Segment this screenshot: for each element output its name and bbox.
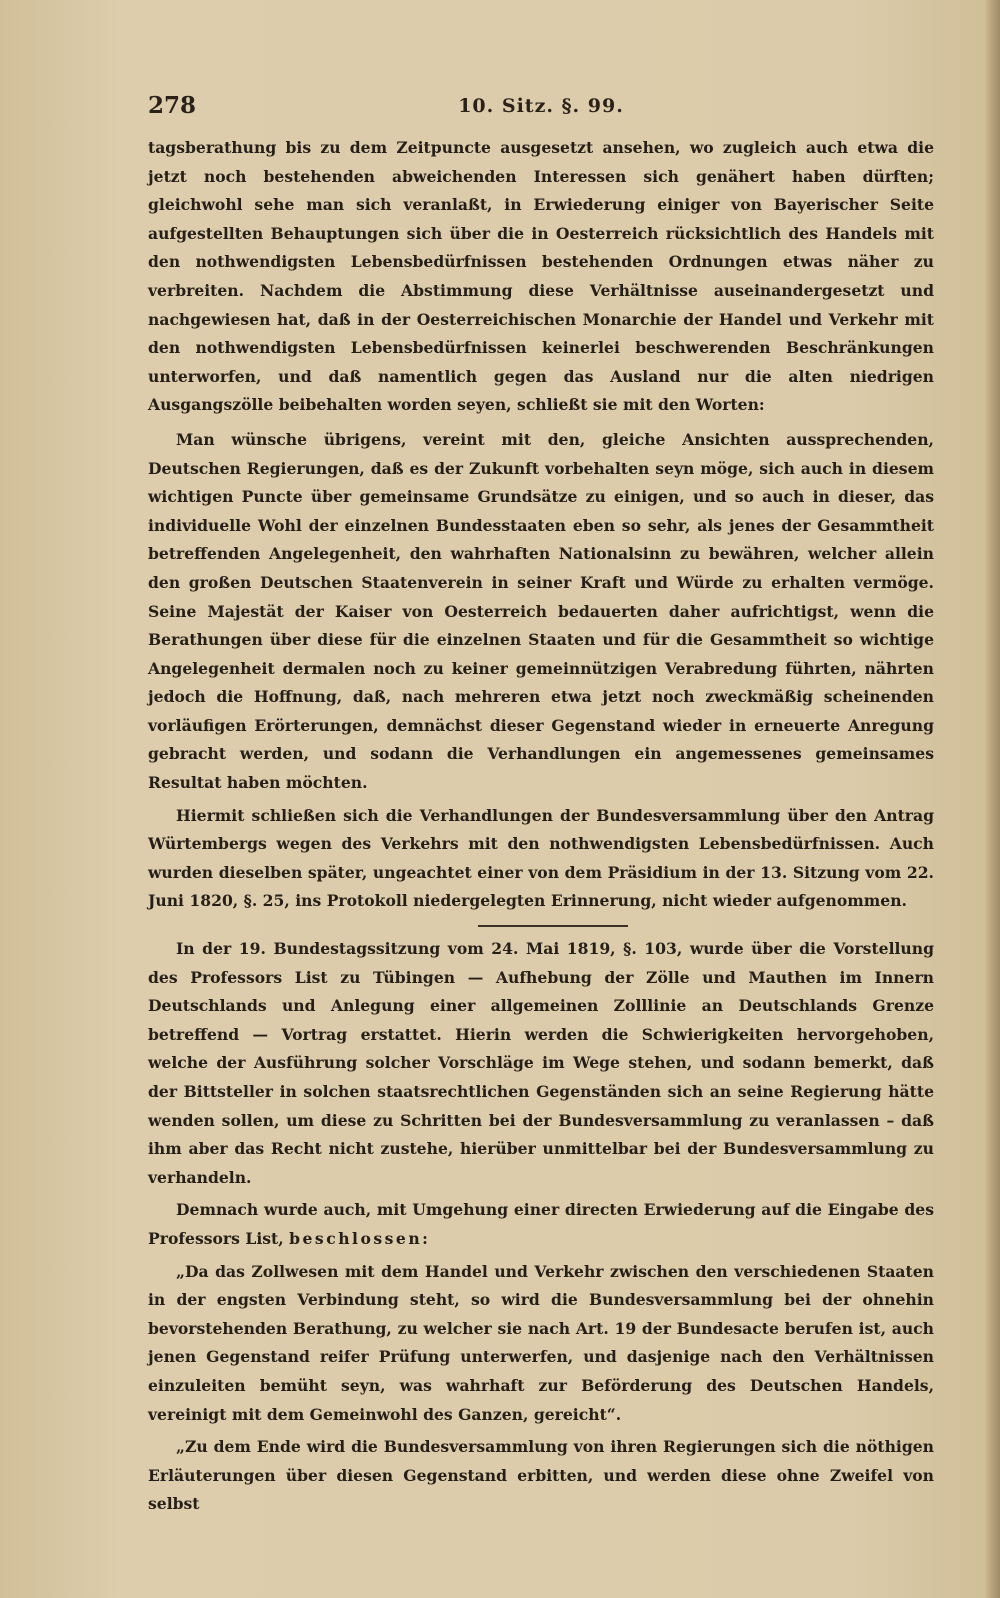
running-head: 10. Sitz. §. 99.	[458, 95, 624, 117]
paragraph-list-petition: In der 19. Bundestagssitzung vom 24. Mai 1819, §. 103, wurde über die Vorstellung des Professors List zu Tübingen — Aufhebung der Zölle und Mauthen im Innern Deutschlands und Anlegung einer allgemeinen Zolllinie an Deutschlands Grenze betreffend — Vortrag erstattet. Hierin werden die Schwierigkeiten hervorgehoben, welche der Ausführung solcher Vorschläge im Wege stehen, und sodann bemerkt, daß der Bittsteller in solchen staatsrechtlichen Gegenständen sich an seine Regierung hätte wenden sollen, um diese zu Schritten bei der Bundesversammlung zu veranlassen – daß ihm aber das Recht nicht zustehe, hierüber unmittelbar bei der Bundesversammlung zu verhandeln.	[148, 939, 934, 1187]
paragraph-quoted-statement: Man wünsche übrigens, vereint mit den, gleiche Ansichten aussprechenden, Deutschen Regierungen, daß es der Zukunft vorbehalten seyn möge, sich auch in diesem wichtigen Puncte über gemeinsame Grundsätze zu einigen, und so auch in dieser, das individuelle Wohl der einzelnen Bundesstaaten eben so sehr, als jenes der Gesammtheit betreffenden Angelegenheit, den wahrhaften Nationalsinn zu bewähren, welcher allein den großen Deutschen Staatenverein in seiner Kraft und Würde zu erhalten vermöge. Seine Majestät der Kaiser von Oesterreich bedauerten daher aufrichtigst, wenn die Berathungen über diese für die einzelnen Staaten und für die Gesammtheit so wichtige Angelegenheit dermalen noch zu keiner gemeinnützigen Verabredung führten, nährten jedoch die Hoffnung, daß, nach mehreren etwa jetzt noch zweckmäßig scheinenden vorläufigen Erörterungen, demnächst dieser Gegenstand wieder in erneuerte Anregung gebracht werden, und sodann die Verhandlungen ein angemessenes gemeinsames Resultat haben möchten.	[148, 429, 934, 793]
resolution-intro-text: Demnach wurde auch, mit Umgehung einer directen Erwiederung auf die Eingabe des Professors List,	[148, 1200, 934, 1248]
section-divider	[478, 925, 628, 927]
paragraph-resolution-text: „Da das Zollwesen mit dem Handel und Verkehr zwischen den verschiedenen Staaten in der engsten Verbindung steht, so wird die Bundesversammlung bei der ohnehin bevorstehenden Berathung, zu welcher sie nach Art. 19 der Bundesacte berufen ist, auch jenen Gegenstand reifer Prüfung unterwerfen, und dasjenige nach den Verhältnissen einzuleiten bemüht seyn, was wahrhaft zur Beförderung des Deutschen Handels, vereinigt mit dem Gemeinwohl des Ganzen, gereicht“.	[148, 1261, 934, 1424]
page-edge-shadow	[986, 0, 1000, 1598]
page-number: 278	[148, 92, 197, 119]
page-body	[148, 134, 934, 1519]
page-header	[148, 92, 934, 128]
paragraph-continuation: tagsberathung bis zu dem Zeitpuncte ausgesetzt ansehen, wo zugleich auch etwa die jetzt noch bestehenden abweichenden Interessen sich genähert haben dürften; gleichwohl sehe man sich veranlaßt, in Erwiederung einiger von Bayerischer Seite aufgestellten Behauptungen sich über die in Oesterreich rücksichtlich des Handels mit den nothwendigsten Lebensbedürfnissen bestehenden Ordnungen etwas näher zu verbreiten. Nachdem die Abstimmung diese Verhältnisse auseinandergesetzt und nachgewiesen hat, daß in der Oesterreichischen Monarchie der Handel und Verkehr mit den nothwendigsten Lebensbedürfnissen keinerlei beschwerenden Beschränkungen unterworfen, und daß namentlich gegen das Ausland nur die alten niedrigen Ausgangszölle beibehalten worden seyen, schließt sie mit den Worten:	[148, 138, 934, 415]
paragraph-resolution-intro	[148, 1196, 934, 1253]
paragraph-conclusion: Hiermit schließen sich die Verhandlungen der Bundesversammlung über den Antrag Würtembergs wegen des Verkehrs mit den nothwendigsten Lebensbedürfnissen. Auch wurden dieselben später, ungeachtet einer von dem Präsidium in der 13. Sitzung vom 22. Juni 1820, §. 25, ins Protokoll niedergelegten Erinnerung, nicht wieder aufgenommen.	[148, 805, 934, 911]
resolution-keyword: beschlossen:	[289, 1228, 431, 1248]
paragraph-resolution-continued: „Zu dem Ende wird die Bundesversammlung von ihren Regierungen sich die nöthigen Erläuterungen über diesen Gegenstand erbitten, und werden diese ohne Zweifel von selbst	[148, 1437, 934, 1514]
